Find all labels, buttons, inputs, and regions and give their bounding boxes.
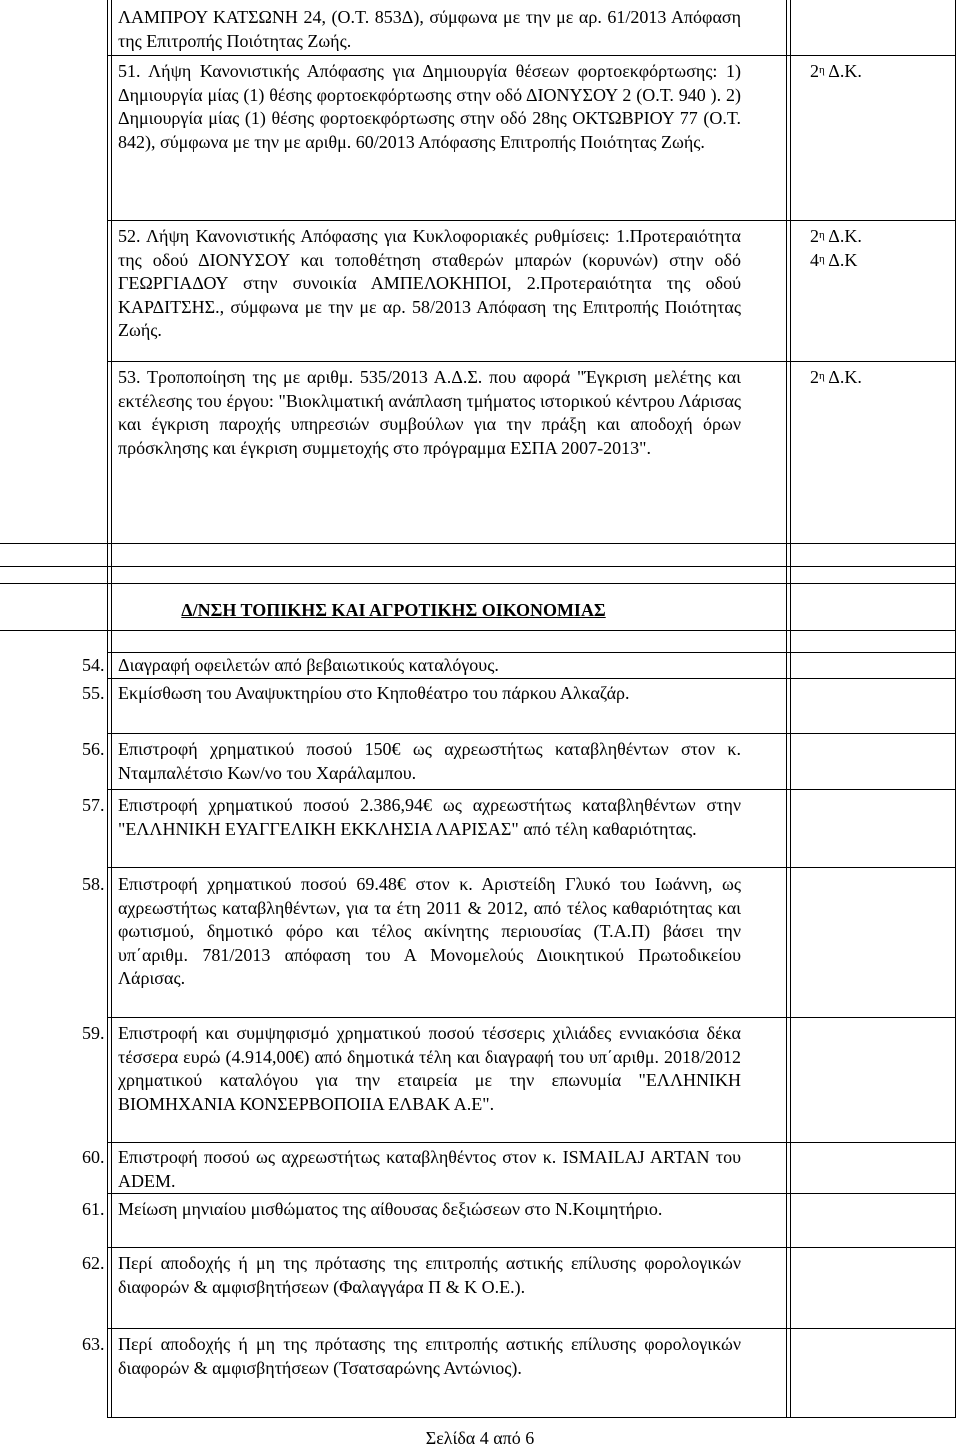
table-border [107, 867, 956, 868]
table-border [0, 583, 956, 584]
item-number: 57. [82, 795, 105, 815]
agenda-item-52: 52. Λήψη Κανονιστικής Απόφασης για Κυκλοφοριακές ρυθμίσεις: 1.Προτεραιότητα της οδού ΔΙΟΝΥΣΟΥ και τοποθέτηση σταθερών μπαρών (κορυνών) στην οδό ΓΕΩΡΓΙΑΔΟΥ στην συνοικία ΑΜΠΕΛΟΚΗΠΟΙ, 2.Προτεραιότητα της οδού ΚΑΡΔΙΤΣΗΣ., σύμφωνα με την με αρ. 58/2013 Απόφαση της Επιτροπής Ποιότητας Ζωής. [118, 226, 741, 340]
table-border [955, 0, 956, 1418]
table-border [107, 1417, 956, 1418]
agenda-item-55: Εκμίσθωση του Αναψυκτηρίου στο Κηποθέατρο του πάρκου Αλκαζάρ. [118, 683, 630, 703]
table-border [0, 566, 956, 567]
agenda-item-63: Περί αποδοχής ή μη της πρότασης της επιτροπής αστικής επίλυσης φορολογικών διαφορών & αμφισβητήσεων (Τσατσαρώνης Αντώνιος). [118, 1334, 741, 1378]
table-border [107, 678, 956, 679]
table-border [107, 1193, 956, 1194]
district-label-53: $2^\eta$ Δ.Κ. [810, 367, 862, 387]
table-border [0, 543, 956, 544]
table-border [786, 0, 787, 1418]
agenda-item-54: Διαγραφή οφειλετών από βεβαιωτικούς καταλόγους. [118, 655, 499, 675]
continued-item-text: ΛΑΜΠΡΟΥ ΚΑΤΣΩΝΗ 24, (Ο.Τ. 853Δ), σύμφωνα με την με αρ. 61/2013 Απόφαση της Επιτροπής Ποιότητας Ζωής. [118, 7, 741, 51]
agenda-item-59: Επιστροφή και συμψηφισμό χρηματικού ποσού τέσσερις χιλιάδες εννιακόσια δέκα τέσσερα ευρώ (4.914,00€) από δημοτικά τέλη και διαγραφή του υπ΄αριθμ. 2018/2012 χρηματικού καταλόγου για την εταιρεία με την επωνυμία "ΕΛΛΗΝΙΚΗ ΒΙΟΜΗΧΑΝΙΑ ΚΟΝΣΕΡΒΟΠΟΙΙΑ ΕΛΒΑΚ Α.Ε". [118, 1023, 741, 1114]
agenda-item-51: 51. Λήψη Κανονιστικής Απόφασης για Δημιουργία θέσεων φορτοεκφόρτωσης: 1) Δημιουργία μίας (1) θέσης φορτοεκφόρτωσης στην οδό ΔΙΟΝΥΣΟΥ 2 (Ο.Τ. 940 ). 2) Δημιουργία μίας (1) θέσης φορτοεκφόρτωσης στην οδό 28ης ΟΚΤΩΒΡΙΟΥ 77 (Ο.Τ. 842), σύμφωνα με την με αριθμ. 60/2013 Απόφασης Επιτροπής Ποιότητας Ζωής. [118, 61, 741, 152]
table-border [107, 361, 956, 362]
agenda-item-62: Περί αποδοχής ή μη της πρότασης της επιτροπής αστικής επίλυσης φορολογικών διαφορών & αμφισβητήσεων (Φαλαγγάρα Π & Κ Ο.Ε.). [118, 1253, 741, 1297]
item-number: 61. [82, 1199, 105, 1219]
agenda-item-58: Επιστροφή χρηματικού ποσού 69.48€ στον κ. Αριστείδη Γλυκό του Ιωάννη, ως αχρεωστήτως καταβληθέντων, για τα έτη 2011 & 2012, από τέλος καθαριότητας και φωτισμού, δημοτικό φόρο και τέλος ακίνητης περιουσίας (Τ.Α.Π) βάσει την υπ΄αριθμ. 781/2013 απόφαση του Α Μονομελούς Διοικητικού Πρωτοδικείου Λάρισας. [118, 874, 741, 988]
item-number: 54. [82, 655, 105, 675]
table-border [107, 1247, 956, 1248]
table-border [107, 1142, 956, 1143]
table-border [0, 630, 956, 631]
district-label-51: $2^\eta$ Δ.Κ. [810, 61, 862, 81]
section-heading: Δ/ΝΣΗ ΤΟΠΙΚΗΣ ΚΑΙ ΑΓΡΟΤΙΚΗΣ ΟΙΚΟΝΟΜΙΑΣ [181, 600, 606, 620]
agenda-item-61: Μείωση μηνιαίου μισθώματος της αίθουσας δεξιώσεων στο Ν.Κοιμητήριο. [118, 1199, 663, 1219]
page-number: Σελίδα 4 από 6 [425, 1428, 535, 1448]
item-number: 60. [82, 1147, 105, 1167]
item-number: 62. [82, 1253, 105, 1273]
table-border [107, 1328, 956, 1329]
item-number: 63. [82, 1334, 105, 1354]
table-border [107, 220, 956, 221]
agenda-item-56: Επιστροφή χρηματικού ποσού 150€ ως αχρεωστήτως καταβληθέντων στον κ. Νταμπαλέτσιο Κων/νο του Χαράλαμπου. [118, 739, 741, 783]
item-number: 59. [82, 1023, 105, 1043]
district-label-52: $2^\eta$ Δ.Κ. $4^\eta$ Δ.Κ [810, 226, 862, 270]
table-border [107, 55, 956, 56]
table-border [107, 1017, 956, 1018]
table-border [107, 789, 956, 790]
table-border [790, 0, 791, 1418]
item-number: 56. [82, 739, 105, 759]
table-border [107, 0, 108, 1418]
agenda-item-60: Επιστροφή ποσού ως αχρεωστήτως καταβληθέντος στον κ. ISMAILAJ ARTAN του ADEM. [118, 1147, 741, 1191]
item-number: 58. [82, 874, 105, 894]
table-border [111, 0, 112, 1418]
table-border [107, 652, 956, 653]
table-border [107, 733, 956, 734]
item-number: 55. [82, 683, 105, 703]
agenda-item-53: 53. Τροποποίηση της με αριθμ. 535/2013 Α.Δ.Σ. που αφορά "Έγκριση μελέτης και εκτέλεσης του έργου: "Βιοκλιματική ανάπλαση τμήματος ιστορικού κέντρου Λάρισας και έγκριση παροχής υπηρεσιών συμβούλων για την πράξη και αποδοχή όρων πρόσκλησης και έγκριση συμμετοχής στο πρόγραμμα ΕΣΠΑ 2007-2013". [118, 367, 741, 458]
agenda-item-57: Επιστροφή χρηματικού ποσού 2.386,94€ ως αχρεωστήτως καταβληθέντων στην "ΕΛΛΗΝΙΚΗ ΕΥΑΓΓΕΛΙΚΗ ΕΚΚΛΗΣΙΑ ΛΑΡΙΣΑΣ" από τέλη καθαριότητας. [118, 795, 741, 839]
